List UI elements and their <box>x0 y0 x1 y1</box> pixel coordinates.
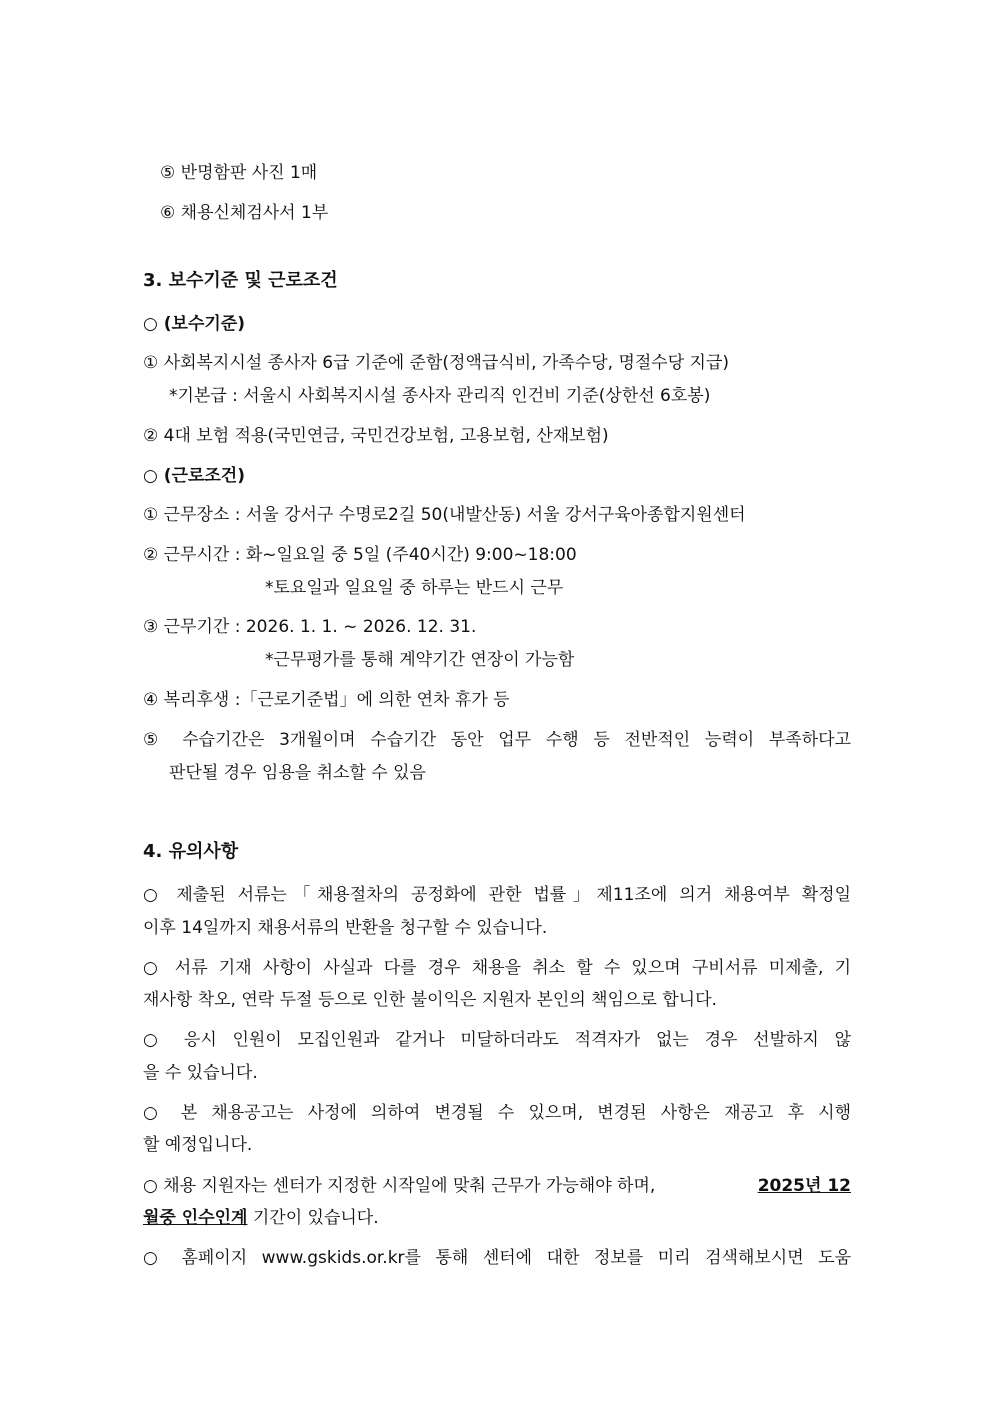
work-item-probation-cont: 판단될 경우 임용을 취소할 수 있음 <box>169 763 426 783</box>
note-5-emphasis-2: 월중 인수인계 <box>143 1208 248 1228</box>
note-1-line-1: ○ 제출된 서류는「채용절차의 공정화에 관한 법률」제11조에 의거 채용여부 확정일 <box>143 885 851 905</box>
doc-item-health-check: ⑥ 채용신체검사서 1부 <box>160 203 329 223</box>
note-1-line-2: 이후 14일까지 채용서류의 반환을 청구할 수 있습니다. <box>143 918 548 938</box>
work-item-hours-note: *토요일과 일요일 중 하루는 반드시 근무 <box>265 578 564 598</box>
pay-standard-header: ○ (보수기준) <box>143 314 245 334</box>
note-5-text-cont: 기간이 있습니다. <box>247 1208 379 1228</box>
work-conditions-header: ○ (근로조건) <box>143 466 245 486</box>
note-5-line-2 <box>143 1207 379 1229</box>
section3-title: 3. 보수기준 및 근로조건 <box>143 270 338 291</box>
work-item-period-note: *근무평가를 통해 계약기간 연장이 가능함 <box>265 650 575 670</box>
note-3-line-1: ○ 응시 인원이 모집인원과 같거나 미달하더라도 적격자가 없는 경우 선발하지 않 <box>143 1030 851 1050</box>
section4-title: 4. 유의사항 <box>143 841 239 862</box>
note-3-line-2: 을 수 있습니다. <box>143 1063 258 1083</box>
work-item-location: ① 근무장소 : 서울 강서구 수명로2길 50(내발산동) 서울 강서구육아종합지원센터 <box>143 505 746 525</box>
work-item-benefits: ④ 복리후생 :「근로기준법」에 의한 연차 휴가 등 <box>143 690 510 710</box>
note-5-emphasis-1: 2025년 12 <box>757 1176 851 1196</box>
note-4-line-1: ○ 본 채용공고는 사정에 의하여 변경될 수 있으며, 변경된 사항은 재공고 후 시행 <box>143 1103 851 1123</box>
note-2-line-2: 재사항 착오, 연락 두절 등으로 인한 불이익은 지원자 본인의 책임으로 합니다. <box>143 990 717 1010</box>
pay-item-1-note: *기본급 : 서울시 사회복지시설 종사자 관리직 인건비 기준(상한선 6호봉) <box>169 386 711 406</box>
work-item-hours: ② 근무시간 : 화~일요일 중 5일 (주40시간) 9:00~18:00 <box>143 545 577 565</box>
pay-item-2: ② 4대 보험 적용(국민연금, 국민건강보험, 고용보험, 산재보험) <box>143 426 609 446</box>
pay-item-1: ① 사회복지시설 종사자 6급 기준에 준함(정액급식비, 가족수당, 명절수당 지급) <box>143 353 730 373</box>
work-item-period: ③ 근무기간 : 2026. 1. 1. ~ 2026. 12. 31. <box>143 617 477 637</box>
note-2-line-1: ○ 서류 기재 사항이 사실과 다를 경우 채용을 취소 할 수 있으며 구비서류 미제출, 기 <box>143 958 851 978</box>
doc-item-photo: ⑤ 반명함판 사진 1매 <box>160 163 318 183</box>
note-6-line-1: ○ 홈페이지 www.gskids.or.kr를 통해 센터에 대한 정보를 미리 검색해보시면 도움 <box>143 1248 851 1268</box>
work-item-probation: ⑤ 수습기간은 3개월이며 수습기간 동안 업무 수행 등 전반적인 능력이 부족하다고 <box>143 730 851 750</box>
note-4-line-2: 할 예정입니다. <box>143 1135 253 1155</box>
note-5-text: ○ 채용 지원자는 센터가 지정한 시작일에 맞춰 근무가 가능해야 하며, <box>143 1176 656 1196</box>
note-5-line-1 <box>143 1175 851 1197</box>
